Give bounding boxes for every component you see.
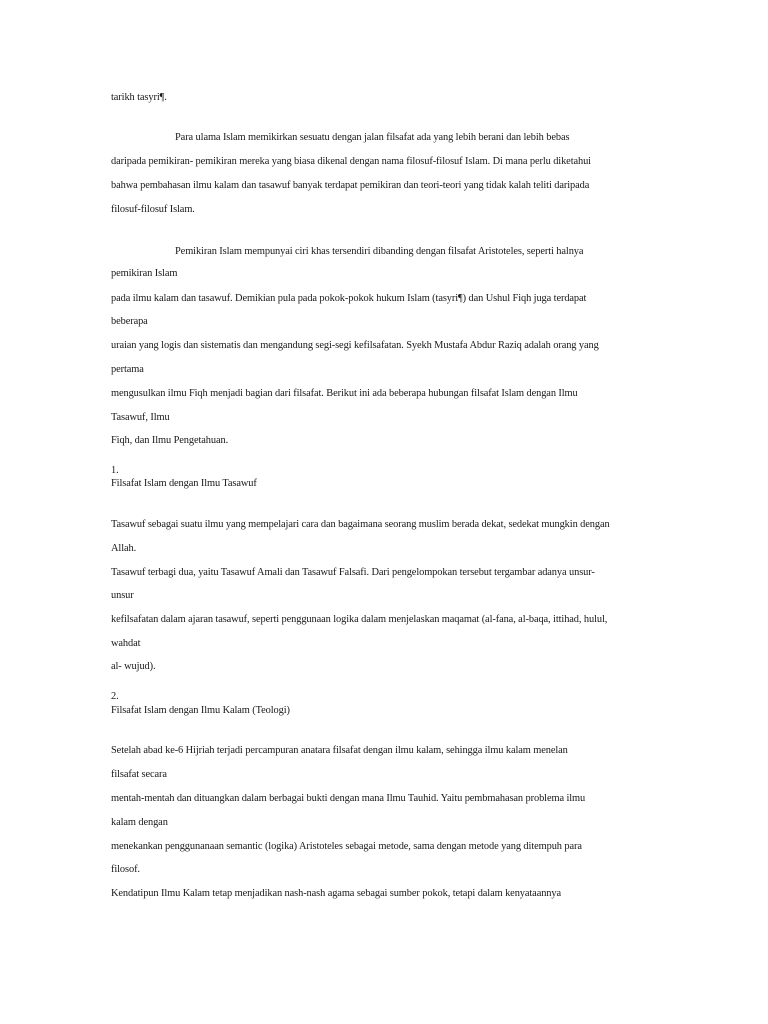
text-line: kefilsafatan dalam ajaran tasawuf, seperti penggunaan logika dalam menjelaskan maqamat (al-fana, al-baqa, ittihad, hulul, <box>111 614 608 625</box>
text-line: Tasawuf, Ilmu <box>111 412 170 423</box>
text-line: uraian yang logis dan sistematis dan mengandung segi-segi kefilsafatan. Syekh Mustafa Abdur Raziq adalah orang yang <box>111 340 599 351</box>
paragraph-first-line: Pemikiran Islam mempunyai ciri khas tersendiri dibanding dengan filsafat Aristoteles, seperti halnya <box>175 246 584 257</box>
text-line: Setelah abad ke-6 Hijriah terjadi percampuran anatara filsafat dengan ilmu kalam, sehingga ilmu kalam menelan <box>111 745 568 756</box>
text-line: pemikiran Islam <box>111 268 178 279</box>
text-line: Fiqh, dan Ilmu Pengetahuan. <box>111 435 229 446</box>
text-line: pada ilmu kalam dan tasawuf. Demikian pula pada pokok-pokok hukum Islam (tasyri¶) dan Ushul Fiqh juga terdapat <box>111 293 587 304</box>
text-line: kalam dengan <box>111 817 168 828</box>
section-heading: Filsafat Islam dengan Ilmu Kalam (Teologi) <box>111 705 290 716</box>
text-line: mengusulkan ilmu Fiqh menjadi bagian dari filsafat. Berikut ini ada beberapa hubungan filsafat Islam dengan Ilmu <box>111 388 578 399</box>
text-line: pertama <box>111 364 144 375</box>
text-line: Kendatipun Ilmu Kalam tetap menjadikan nash-nash agama sebagai sumber pokok, tetapi dalam kenyataannya <box>111 888 562 899</box>
paragraph-first-line: Para ulama Islam memikirkan sesuatu dengan jalan filsafat ada yang lebih berani dan lebih bebas <box>175 132 570 143</box>
text-line: filsafat secara <box>111 769 167 780</box>
text-line: Tasawuf terbagi dua, yaitu Tasawuf Amali dan Tasawuf Falsafi. Dari pengelompokan tersebut tergambar adanya unsur- <box>111 567 595 578</box>
text-line: menekankan penggunanaan semantic (logika) Aristoteles sebagai metode, sama dengan metode yang ditempuh para <box>111 841 582 852</box>
section-number: 1. <box>111 465 119 476</box>
text-line: tarikh tasyri¶. <box>111 92 167 103</box>
text-line: filosof. <box>111 864 140 875</box>
text-line: Allah. <box>111 543 137 554</box>
section-number: 2. <box>111 691 119 702</box>
text-line: bahwa pembahasan ilmu kalam dan tasawuf banyak terdapat pemikiran dan teori-teori yang tidak kalah teliti daripada <box>111 180 590 191</box>
text-line: wahdat <box>111 638 141 649</box>
text-line: daripada pemikiran- pemikiran mereka yang biasa dikenal dengan nama filosuf-filosuf Islam. Di mana perlu diketahui <box>111 156 591 167</box>
text-line: filosuf-filosuf Islam. <box>111 204 195 215</box>
text-line: beberapa <box>111 316 148 327</box>
text-line: al- wujud). <box>111 661 156 672</box>
text-line: Tasawuf sebagai suatu ilmu yang mempelajari cara dan bagaimana seorang muslim berada dekat, sedekat mungkin dengan <box>111 519 610 530</box>
section-heading: Filsafat Islam dengan Ilmu Tasawuf <box>111 478 257 489</box>
text-line: unsur <box>111 590 134 601</box>
text-line: mentah-mentah dan dituangkan dalam berbagai bukti dengan mana Ilmu Tauhid. Yaitu pembmahasan problema ilmu <box>111 793 586 804</box>
